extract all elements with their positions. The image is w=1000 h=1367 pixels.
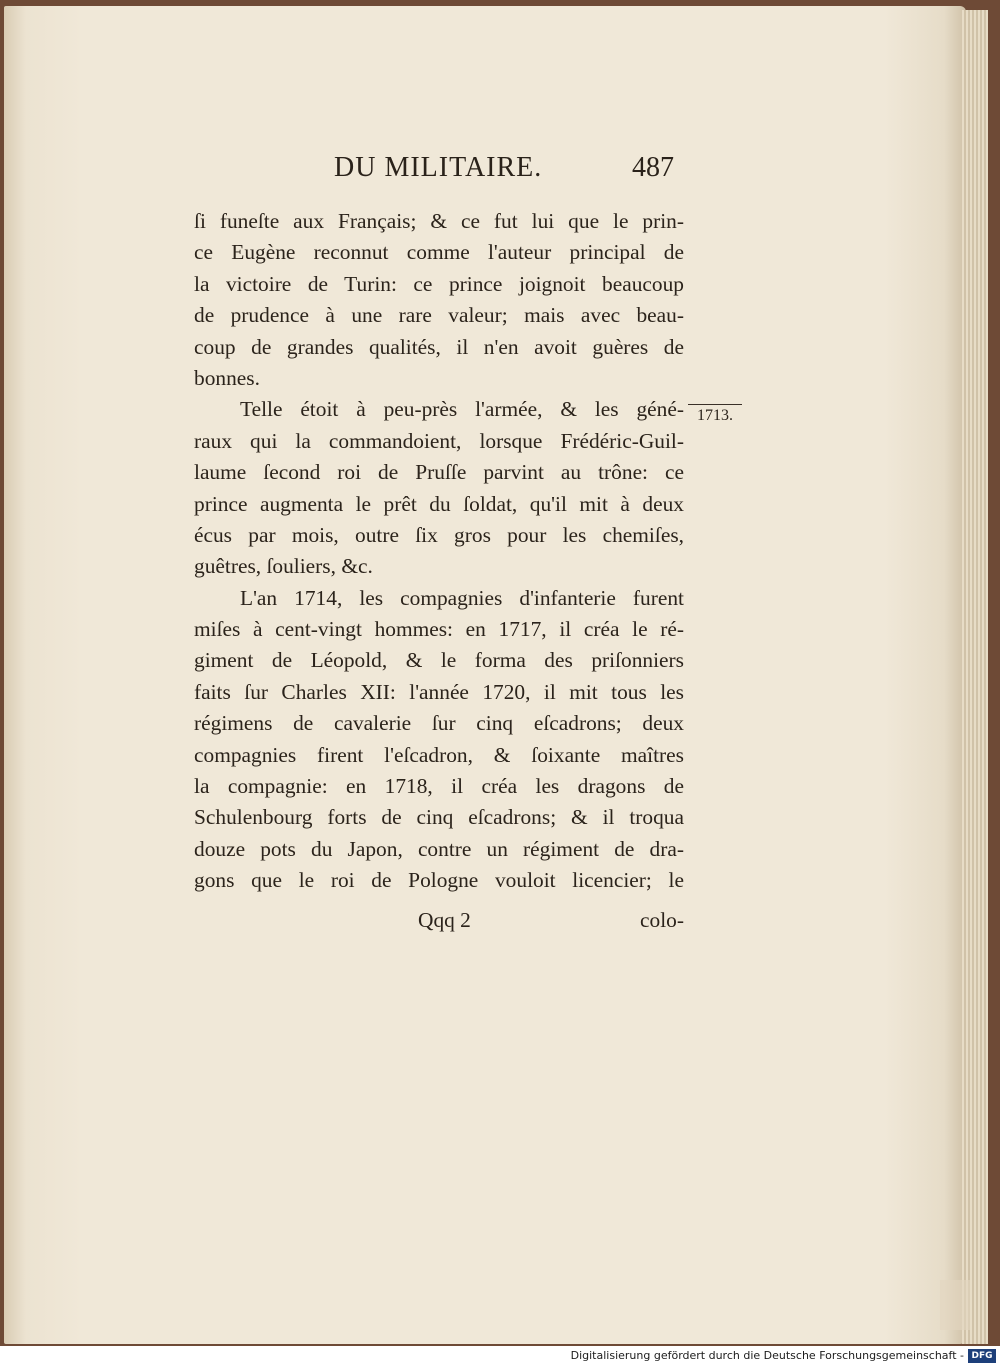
text-line: prince augmenta le prêt du ſoldat, qu'il mit à deux <box>194 491 684 516</box>
text-line: Telle étoit à peu-près l'armée, & les géné- <box>240 397 684 422</box>
page-number: 487 <box>632 152 674 183</box>
page-footer-line <box>194 908 684 940</box>
page-edges <box>962 10 988 1344</box>
text-line: coup de grandes qualités, il n'en avoit guères de <box>194 334 684 359</box>
body-text <box>194 206 684 897</box>
catchword: colo- <box>640 908 684 932</box>
text-line: raux qui la commandoient, lorsque Frédéric-Guil- <box>194 428 684 453</box>
book-page <box>4 6 966 1344</box>
text-line: ſi funeſte aux Français; & ce fut lui que le prin- <box>194 209 684 233</box>
funding-credit: Digitalisierung gefördert durch die Deutsche Forschungsgemeinschaft - <box>570 1349 964 1362</box>
running-head: DU MILITAIRE. <box>334 152 543 183</box>
text-line: giment de Léopold, & le forma des priſonniers <box>194 648 684 673</box>
text-line: laume ſecond roi de Pruſſe parvint au trône: ce <box>194 460 684 485</box>
text-line: gons que le roi de Pologne vouloit licencier; le <box>194 868 684 893</box>
dfg-logo: DFG <box>968 1349 996 1363</box>
text-line: miſes à cent-vingt hommes: en 1717, il créa le ré- <box>194 617 684 642</box>
text-line: guêtres, ſouliers, &c. <box>194 554 373 579</box>
text-line: douze pots du Japon, contre un régiment de dra- <box>194 836 684 861</box>
digitization-footer <box>0 1346 1000 1367</box>
text-line: bonnes. <box>194 365 260 390</box>
text-line: la victoire de Turin: ce prince joignoit beaucoup <box>194 271 684 296</box>
text-line: régimens de cavalerie ſur cinq eſcadrons; deux <box>194 711 684 736</box>
signature-mark: Qqq 2 <box>418 908 471 932</box>
text-line: de prudence à une rare valeur; mais avec beau- <box>194 303 684 328</box>
paper-stain <box>940 1280 970 1330</box>
text-line: compagnies firent l'eſcadron, & ſoixante maîtres <box>194 742 684 767</box>
text-line: la compagnie: en 1718, il créa les dragons de <box>194 774 684 799</box>
text-line: L'an 1714, les compagnies d'infanterie furent <box>240 585 684 610</box>
margin-note-year: 1713. <box>688 404 742 425</box>
text-line: ce Eugène reconnut comme l'auteur principal de <box>194 240 684 265</box>
text-line: écus par mois, outre ſix gros pour les chemiſes, <box>194 522 684 547</box>
text-line: Schulenbourg forts de cinq eſcadrons; & il troqua <box>194 805 684 830</box>
text-line: faits ſur Charles XII: l'année 1720, il mit tous les <box>194 679 684 704</box>
